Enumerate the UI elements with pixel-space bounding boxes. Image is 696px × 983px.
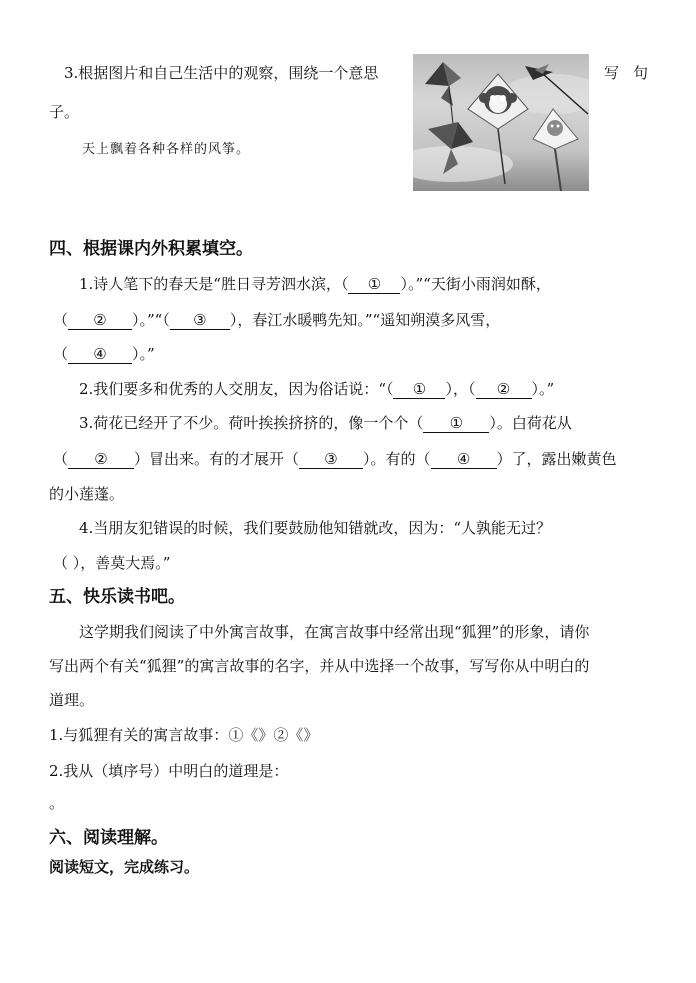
blank-s4-3-1[interactable]: ① xyxy=(423,416,489,433)
s4-item3-line3: 的小莲蓬。 xyxy=(49,485,125,503)
s4-item1-line1: 1.诗人笔下的春天是“胜日寻芳泗水滨，（ ① ）。”“天街小雨润如酥， xyxy=(79,275,551,293)
section6-title: 六、阅读理解。 xyxy=(49,828,168,848)
s5-paragraph-line2: 写出两个有关“狐狸”的寓言故事的名字，并从中选择一个故事，写写你从中明白的 xyxy=(49,657,590,675)
q3-prompt-word2: 句 xyxy=(633,64,649,82)
blank-s4-1-1[interactable]: ① xyxy=(348,277,400,294)
s4-item4-line1: 4.当朋友犯错误的时候，我们要鼓励他知错就改，因为：“人孰能无过？ xyxy=(79,519,551,537)
blank-s4-1-2[interactable]: ② xyxy=(68,313,132,330)
blank-s4-2-1[interactable]: ① xyxy=(393,382,445,399)
q3-prompt-word1: 写 xyxy=(604,64,620,82)
q3-sample-answer: 天上飘着各种各样的风筝。 xyxy=(82,142,251,157)
s5-paragraph-line1: 这学期我们阅读了中外寓言故事，在寓言故事中经常出现“狐狸”的形象，请你 xyxy=(79,623,590,641)
cartoon-kite-icon xyxy=(533,109,578,191)
s5-paragraph-line3: 道理。 xyxy=(49,691,95,709)
s4-item3-line1: 3.荷花已经开了不少。荷叶挨挨挤挤的，像一个个（ ① ）。白荷花从 xyxy=(79,414,572,432)
q3-prompt-line2: 子。 xyxy=(49,103,80,121)
blank-s4-3-3[interactable]: ③ xyxy=(299,452,363,469)
s4-item3-line2: （ ② ）冒出来。有的才展开（ ③ ）。有的（ ④ ）了，露出嫩黄色 xyxy=(53,450,617,468)
blank-s4-3-2[interactable]: ② xyxy=(68,452,134,469)
butterfly-kite-icon xyxy=(425,62,461,124)
q3-prompt-line1: 3.根据图片和自己生活中的观察，围绕一个意思 xyxy=(64,64,379,82)
blank-s4-1-3[interactable]: ③ xyxy=(170,313,230,330)
kites-photo xyxy=(413,54,589,191)
s5-question2: 2.我从（填序号）中明白的道理是： xyxy=(49,762,289,780)
s4-item4-line2: （ ），善莫大焉。” xyxy=(53,554,171,572)
s4-item1-line3: （ ④ ）。” xyxy=(53,345,155,363)
section5-title: 五、快乐读书吧。 xyxy=(49,587,185,607)
section4-title: 四、根据课内外积累填空。 xyxy=(49,239,253,259)
s5-question1: 1.与狐狸有关的寓言故事：①《》②《》 xyxy=(49,726,319,744)
blank-s4-1-4[interactable]: ④ xyxy=(68,347,132,364)
blank-s4-2-2[interactable]: ② xyxy=(476,382,532,399)
s4-item2-line: 2.我们要多和优秀的人交朋友，因为俗话说：“（ ① ），（ ② ）。” xyxy=(79,380,555,398)
s4-item1-line2: （ ② ）。”“（ ③ ），春江水暖鸭先知。”“遥知朔漠多风雪， xyxy=(53,311,501,329)
s5-end-mark: 。 xyxy=(49,794,65,812)
s6-instruction: 阅读短文，完成练习。 xyxy=(49,858,200,876)
blank-s4-3-4[interactable]: ④ xyxy=(431,452,497,469)
